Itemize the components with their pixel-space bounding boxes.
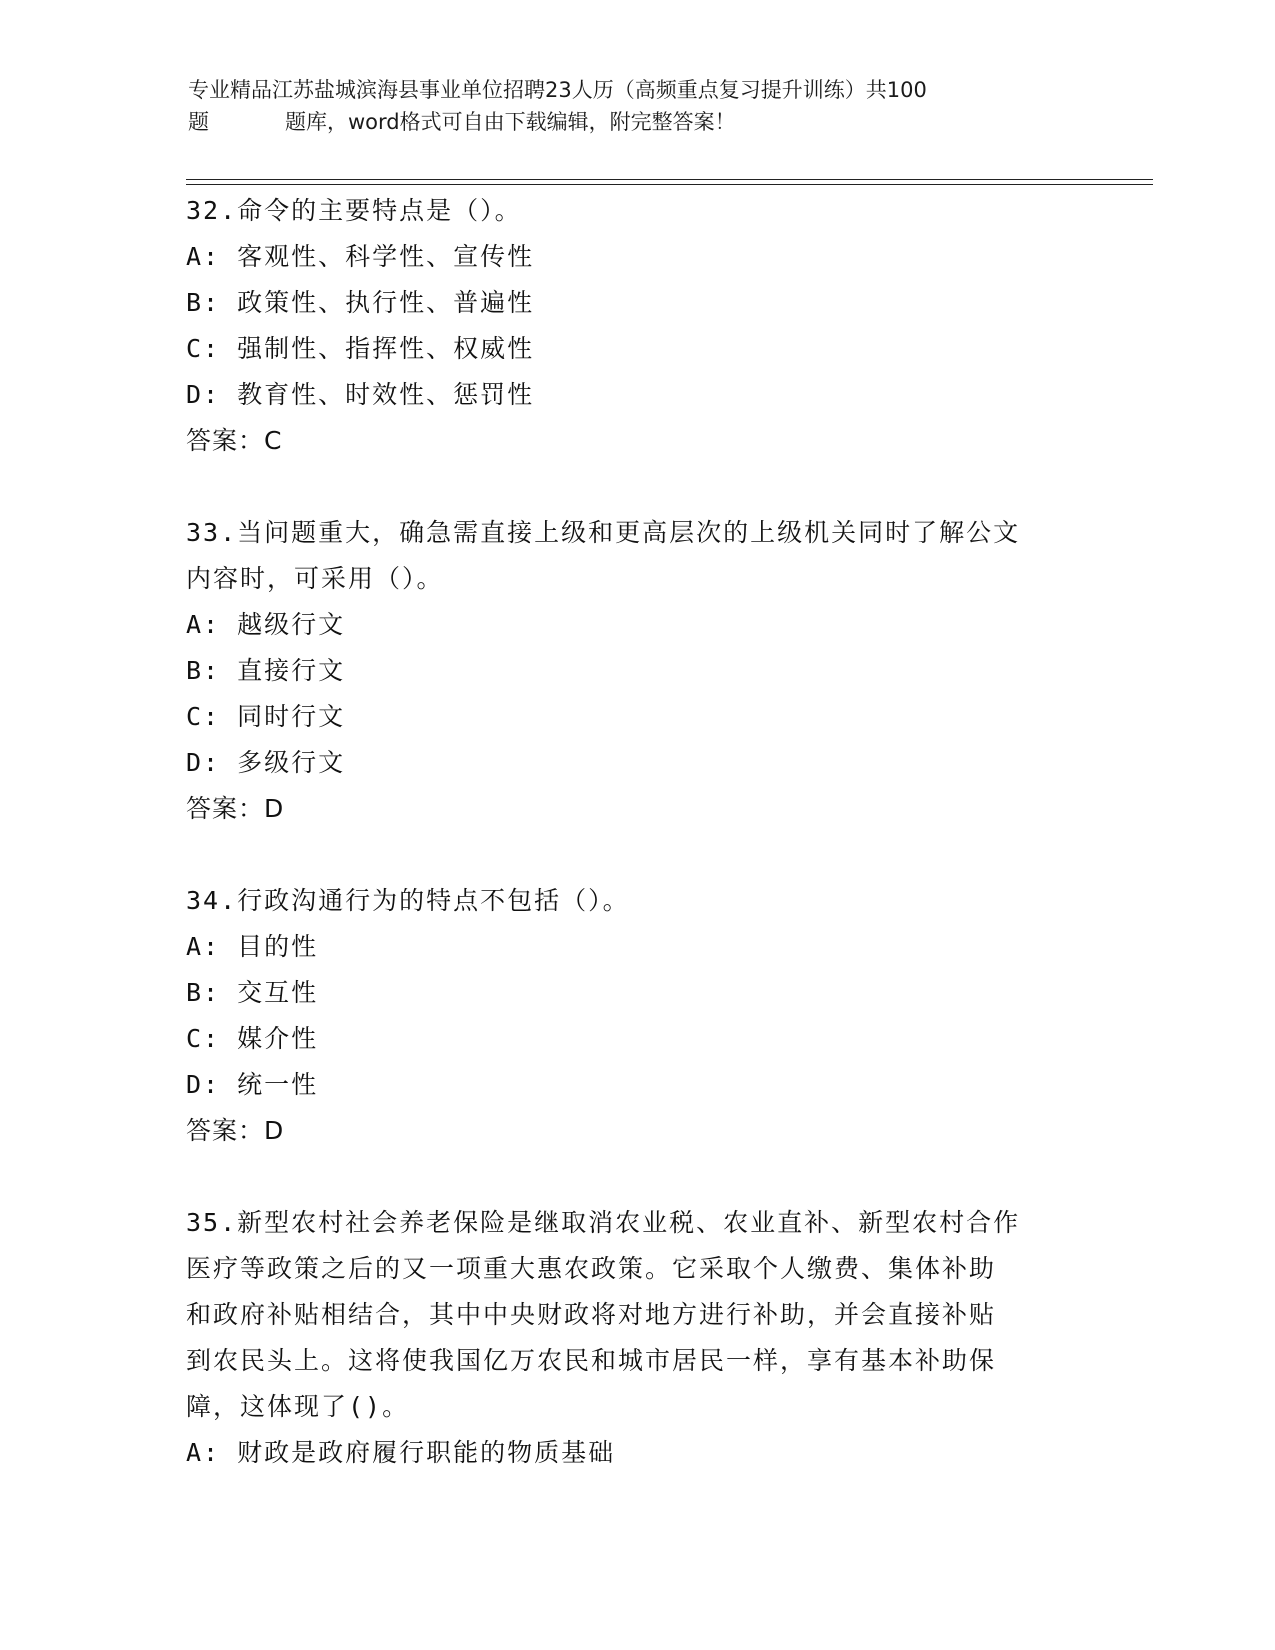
question-35 [186,1200,1076,1476]
header-rule-top [186,179,1153,180]
option-a: A: 客观性、科学性、宣传性 [186,242,535,271]
option-b: B: 直接行文 [186,656,346,685]
question-stem-cont: 和政府补贴相结合，其中中央财政将对地方进行补助，并会直接补贴 [186,1300,997,1329]
answer: 答案：D [186,794,285,823]
question-33 [186,510,1076,832]
option-c: C: 同时行文 [186,702,346,731]
header-line-1: 专业精品江苏盐城滨海县事业单位招聘23人历（高频重点复习提升训练）共100 [188,78,927,102]
header-line-2 [188,106,1078,138]
question-stem: 35.新型农村社会养老保险是继取消农业税、农业直补、新型农村合作 [186,1208,1021,1237]
question-stem-cont: 障，这体现了()。 [186,1392,410,1421]
question-34 [186,878,1076,1154]
header-line-2a: 题 [188,110,209,134]
option-b: B: 交互性 [186,978,319,1007]
page-header [188,74,1078,138]
option-a: A: 财政是政府履行职能的物质基础 [186,1438,616,1467]
answer: 答案：D [186,1116,285,1145]
answer: 答案：C [186,426,283,455]
option-d: D: 统一性 [186,1070,319,1099]
question-stem-cont: 到农民头上。这将使我国亿万农民和城市居民一样，享有基本补助保 [186,1346,997,1375]
option-b: B: 政策性、执行性、普遍性 [186,288,535,317]
question-32 [186,188,1076,464]
option-c: C: 强制性、指挥性、权威性 [186,334,535,363]
question-list [186,188,1076,1522]
option-a: A: 目的性 [186,932,319,961]
option-d: D: 多级行文 [186,748,346,777]
question-stem: 34.行政沟通行为的特点不包括（）。 [186,886,630,915]
option-a: A: 越级行文 [186,610,346,639]
question-stem: 33.当问题重大，确急需直接上级和更高层次的上级机关同时了解公文 [186,518,1021,547]
option-c: C: 媒介性 [186,1024,319,1053]
question-stem-cont: 医疗等政策之后的又一项重大惠农政策。它采取个人缴费、集体补助 [186,1254,997,1283]
question-stem-cont: 内容时，可采用（）。 [186,564,444,593]
question-stem: 32.命令的主要特点是（）。 [186,196,522,225]
option-d: D: 教育性、时效性、惩罚性 [186,380,535,409]
header-rule-bottom [186,184,1153,185]
header-line-2b: 题库，word格式可自由下载编辑，附完整答案！ [285,110,736,134]
